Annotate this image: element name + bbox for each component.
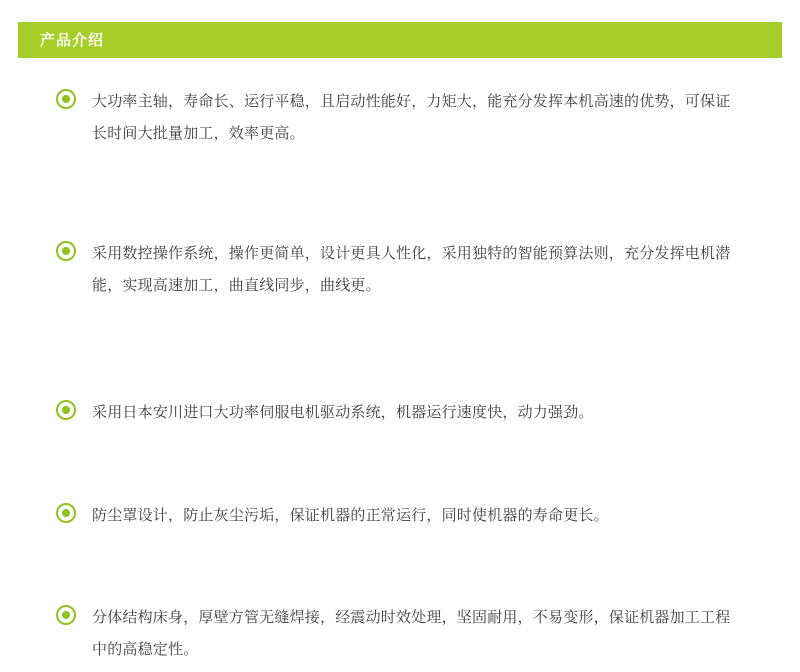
bullet-circle-icon — [56, 503, 76, 523]
feature-text: 分体结构床身，厚壁方管无缝焊接，经震动时效处理，坚固耐用，不易变形，保证机器加工工程中的高稳定性。 — [92, 609, 731, 658]
feature-text: 采用数控操作系统，操作更简单，设计更具人性化，采用独特的智能预算法则，充分发挥电机潜能，实现高速加工，曲直线同步，曲线更。 — [92, 245, 731, 294]
bullet-circle-icon — [56, 605, 76, 625]
list-item — [18, 86, 782, 150]
list-item — [18, 602, 782, 666]
list-item — [18, 500, 782, 532]
feature-list — [18, 62, 782, 666]
feature-text: 采用日本安川进口大功率伺服电机驱动系统，机器运行速度快，动力强劲。 — [92, 404, 594, 421]
page-title: 产品介绍 — [40, 31, 105, 49]
bullet-circle-icon — [56, 89, 76, 109]
feature-text: 防尘罩设计，防止灰尘污垢，保证机器的正常运行，同时使机器的寿命更长。 — [92, 507, 609, 524]
bullet-circle-icon — [56, 400, 76, 420]
section-header — [18, 22, 782, 58]
bullet-circle-icon — [56, 241, 76, 261]
list-item — [18, 238, 782, 302]
feature-text: 大功率主轴，寿命长、运行平稳，且启动性能好，力矩大，能充分发挥本机高速的优势，可保证长时间大批量加工，效率更高。 — [92, 93, 731, 142]
list-item — [18, 397, 782, 429]
